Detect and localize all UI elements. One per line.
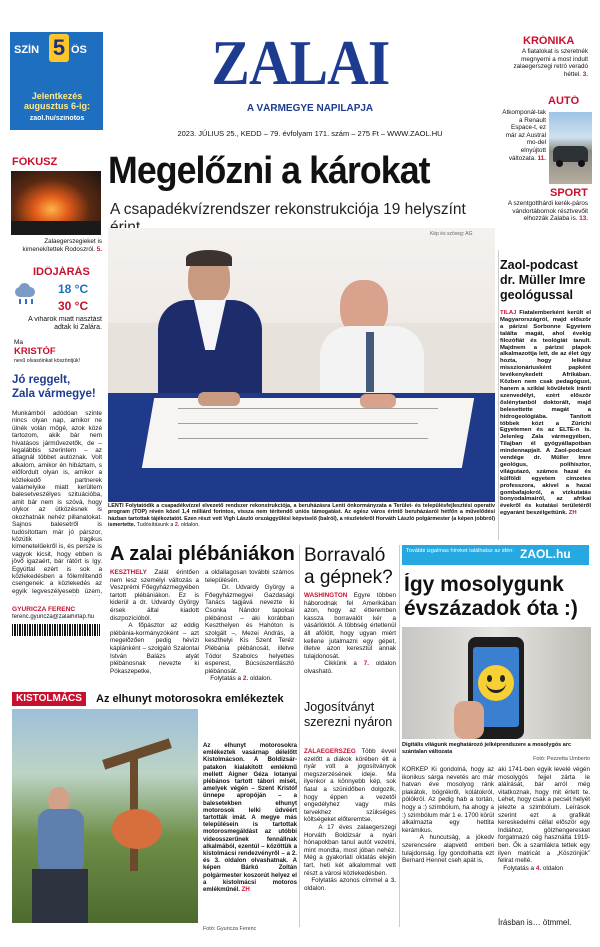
podcast-body: Fiatalemberként került el Magyarországról, majd először a párizsi Sorbonne Egyetem találta magát, ahol évekig filozófiát és teológiát tanult. Majdnem a párizsi plapok alkalmazottja lett, de az élet úgy hozta, hogy lelkész misszionáriusként papként tevékenykedett Afrikában. Közben nem csak pedagógust, hanem a sziklai kövületek iránti szenvedélyt, ezért először őslénytanból doktorált, majd belesettette magát a hidrogeológiába. Tanított többek közt a Zürichi Egyetemen és az ELTE-n is. Jelenleg Zala vármegyében, Tilajban él gyógyállapotban mindennapjait. A Zaol-podcast vendége dr. Müller Imre geológus, polihisztor, világutazó, számos hazai és külföldi egyetem címzetes professzora, akivel a hazai gombafajokról, a vízkutatás bonyodalmairól, az afrikai évekről és kutatási területéről egyaránt beszélgettünk. (500, 310, 591, 517)
greeting-title1: Jó reggelt, (12, 374, 71, 386)
kronika-page: 3. (582, 70, 588, 78)
kistolmacs-photo (12, 709, 198, 923)
plebania-col1-text: Zalát érintően nem lesz személyi változás a Veszprémi Főegyházmegyében tartott plébániákon. Ez is kiderül a dr. Udvardy György érsek által kiadott diszpozícióból. (110, 569, 199, 622)
borravalo-text (304, 592, 396, 692)
sport-body: A szentgotthárdi kerék-páros vándortábornok résztvevőit elhozzák Zalaba is. (507, 200, 588, 223)
jogositvany-title (304, 700, 396, 730)
weather-low: 18 °C (58, 282, 89, 296)
kistolmacs-title: Az elhunyt motorosokra emlékeztek (96, 693, 284, 705)
promo-line2: augusztus 6-ig: (23, 101, 90, 111)
jogositvany-city: ZALAEGERSZEG (304, 748, 356, 755)
lead-headline: Megelőzni a károkat (108, 150, 430, 192)
borravalo-cont: Cikkünk a (324, 660, 357, 668)
masthead-dateline: 2023. JÚLIUS 25., KEDD – 79. évfolyam 171. szám – 275 Ft – WWW.ZAOL.HU (177, 129, 443, 138)
plebania-col1b-text: A főpásztor az eddig plébánia-kormányzóként – azt megelőzően pedig hévízi káplánként – szolgáló Szalontai István Balázs atyát plébánosnak nevezte ki Pókaszepetke, (110, 622, 199, 675)
nameday-name: KRISTÓF (14, 346, 56, 357)
jogositvany-title-text: Jogosítványt szerezni nyáron (304, 700, 393, 729)
mosoly-cont-end: oldalon (542, 864, 564, 872)
mosoly-page: 4. (535, 864, 542, 872)
weather-high: 30 °C (58, 299, 89, 313)
sport-text (500, 200, 588, 223)
lead-page: 2. (174, 521, 180, 528)
podcast-sig: ZH (568, 510, 577, 517)
mosoly-extra-text: Írásban is… (498, 918, 541, 927)
mosoly-photo-credit: Fotó: Pezzetta Umberto (533, 756, 590, 762)
zaol-banner-text: További izgalmas híreket találhatsz az idén: (406, 548, 514, 554)
kronika-label: KRÓNIKA (523, 35, 575, 47)
cloud-rain-icon (12, 282, 38, 306)
plebania-col2 (205, 569, 294, 689)
fire-photo (11, 171, 101, 235)
kistolmacs-body: Az elhunyt motorosokra emlékeztek vasárnap délelőtt Kistolmácson. A Boldizsár-patakon kialakított emlékmű mellett Aigner Géza lotanyai plébános tartott tábori misét, amelyek végén – Szent Kristóf ünnepe apropóján – a balesetekben elhunyt motorosok lelki üdvéért tartották imát. A megye más településein is tartottak motorosmegáldást az utóbbi videosszerűnek fennállnak alkalmából, ezentúl – közöttük a kistolmácsi rendezvényről – a 2. és 3. oldalon olvashatnak. A képen Bárkó Zoltán polgármester koszorút helyez el a kistolmácsi motoros emlékműnél. (203, 742, 297, 894)
kronika-text (500, 48, 588, 78)
mosoly-title: Így mosolygunk évszázadok óta :) (404, 573, 578, 620)
plebania-cont: Folytatás a (210, 675, 242, 683)
column-email[interactable]: ferenc.gyuricza@zalaihirlap.hu (12, 614, 95, 620)
borravalo-body: Egyre többen háborodnak fel Amerikában azon, hogy az étteremben kassza borravalót kér a vásárlóktól. A többség értetlenül áll afölött, hogy ugyan miért kellene jutalmazni egy gépet, illetve azon keresztül annak tulajdonosát. (304, 592, 396, 660)
plebania-cont-end: oldalon. (249, 675, 272, 683)
kronika-body: A fiatalokat is szeretnék megnyerni a most indult zalaegerszegi retró veradó héttel. (513, 48, 588, 78)
kistolmacs-text (203, 742, 297, 912)
lead-cont-end: oldalon. (180, 521, 200, 528)
jogositvany-cont-end: oldalon. (304, 884, 327, 892)
barcode (12, 624, 100, 636)
auto-label: AUTÓ (548, 95, 580, 107)
plebania-col2-text: a oldallagosan további számos településén. (205, 569, 294, 584)
weather-text: A viharok miatt riasztást adtak ki Zalára. (28, 316, 102, 331)
nameday-text: nevű olvasóinkat köszöntjük! (14, 358, 81, 364)
jogositvany-cont: Folytatás azonos címmel a (311, 877, 389, 885)
podcast-title: Zaol-podcast dr. Müller Imre geológussal (500, 258, 586, 302)
auto-text (500, 109, 546, 162)
promo-url[interactable]: zaol.hu/szinotos (29, 115, 85, 122)
mosoly-extra (498, 918, 590, 927)
sport-page: 13. (579, 215, 588, 223)
plebania-city: KESZTHELY (110, 569, 147, 576)
divider-vertical-1 (299, 545, 300, 927)
jogositvany-page: 3. (390, 877, 396, 885)
mosoly-col1b-text: A huncutság, a jókedv szerencsére alapvető emberi tulajdonság. Így gondolhatta ezt Bernard Hennet cseh apát is, (402, 834, 494, 865)
jogositvany-body2: A 17 éves zalaegerszegi Horváth Boldizsár a nyári hónapokban tanul autót vezetni, mint mondta, most jóban nehéz. Még a gyakorlati oktatás elején tart, heti két alkalommal vett részt a városi közlekedésben. (304, 823, 396, 877)
mosoly-cont: Folytatás a (503, 864, 535, 872)
lead-photo-credit: Kép és szöveg: AG (430, 231, 473, 237)
plebania-page: 2. (242, 675, 249, 683)
car-photo (549, 112, 592, 184)
kistolmacs-photo-credit: Fotó: Gyuricza Ferenc (203, 926, 257, 932)
divider-vertical-2 (399, 545, 400, 927)
zaol-logo[interactable]: ZAOL.hu (520, 547, 571, 561)
weather-label: IDŐJÁRÁS (33, 266, 90, 278)
column-text: Munkámból adódóan szinte nincs olyan nap, amikor ne ülnék volán mögé, azok közé tartozom, akik bár nem hivatásos járművezetők, de – legalábbis szerintem – az átlagnál többet autóznak. Volt alkalom, amikor én hibáztam, s előfordult olyan is, amikor a közlekedő partnerek valamelyike miatt kerültem balesetveszélyes szituációba, amit bár nem is szóvá, hogy olykor az ütközésnek is okozhatnák nehéz pillanatokat. Sajnos balesetről is tudósítottam már jó párszor, közútik tragikus kimenetelűekről is, és persze is vagyok kicsit, hogy ebben is jövő igazaért, bár rátört is így. Egyúttal ezért is sok a közlekedésben a fölemlítendő csengenek: a közlekedés az egyik legveszélyesebb üzem, (12, 410, 102, 595)
greeting-title2: Zala vármegye! (12, 388, 96, 400)
column-author: GYURICZA FERENC (12, 606, 76, 613)
plebania-col2b-text: Dr. Udvardy György a Főegyházmegyei Gazdasági Tanács tagjává nevezte ki Csonka Nándor tapolcai plébánost – aki korábban Keszthelyen és Hahóton is szolgált –, Mezei András, a keszthelyi Kis Szent Teréz Plébánia plébánosát, illetve Tódor Szabolcs helyettes esperest, Búcsúszentlászló plébánosát. (205, 584, 294, 675)
fokusz-label: FÓKUSZ (12, 156, 58, 168)
lead-subhead: A csapadékvízrendszer rekonstrukciója 19 helyszínt (110, 201, 466, 218)
podcast-city: TILAJ (500, 310, 517, 316)
plebania-title: A zalai plébániákon (110, 543, 295, 565)
jogositvany-body: Több évvel ezelőtt a diákok körében élt a nyár volt a jogosítványok megszerzésének ideje. Ma ilyenkor a könnyebb kép, sok fiatal a szünidőben dolgozik, hogy éppen a vezetői engedélyhez vagy más tervekhez szükséges költségeket előteremtse. (304, 748, 396, 824)
fokusz-text (12, 238, 102, 253)
divider-vertical-3 (498, 250, 499, 540)
borravalo-page: 7. (363, 660, 369, 668)
nameday-ma: Ma (14, 339, 24, 346)
promo-szin: SZÍN (14, 44, 40, 56)
mosoly-col1-text: KÖRKÉP Ki gondolná, hogy az ikonikus sárga nevetés arc már hatvan éve mosolyog ránk plakátok, bögrékről, kólátokról, pólókról. Az pedig hab a tortán, hogy a :) szimbólum, ha ahogy a :) szimbólum már 1 e. 1700 körül alkalmazta egy hettita kerámikus. (402, 766, 494, 834)
lead-photo (108, 228, 495, 502)
lead-caption-text: LENTI Folytatódik a csapadékvízzel elvezető rendszer rekonstrukciója, a beruházásra Lenti önkormányzata a Terület- és településfejlesztési operatív program (TOP) révén közel 1,4 milliárd forintos, vissza nem térítendő uniós támogatást. Az egész város érintő beruházásról hétfőn a művelődési házban tartottak tájékoztatót. Ezen részt vett Vigh László országgyűlési képviselő (balról), a részletekről Horváth László polgármester (a képen jobbról) ismertette. (108, 503, 495, 528)
auto-page: 11. (537, 154, 546, 162)
plebania-col1 (110, 569, 199, 689)
mosoly-photo (402, 627, 591, 739)
smiley-icon (478, 665, 514, 701)
kistolmacs-label: KISTOLMÁCS (12, 692, 86, 706)
mosoly-extra2-text: ötmmel. (542, 918, 572, 927)
lead-cont: Tudósításunk a (136, 521, 174, 528)
jogositvany-text (304, 748, 396, 916)
borravalo-cont-end: oldalon olvasható. (304, 660, 396, 675)
borravalo-city: WASHINGTON (304, 592, 348, 599)
podcast-text (500, 310, 591, 542)
auto-body: Átkomponál-tak a Renault Espace-t, ez már az Austral mo-del elnyújtott változata. (502, 109, 546, 162)
masthead-title: ZALAI (211, 28, 390, 98)
kistolmacs-sig: ZH (241, 886, 250, 894)
borravalo-title (304, 545, 396, 589)
fokusz-page: 5. (96, 245, 102, 253)
promo-five: 5 (49, 34, 69, 62)
promo-line1: Jelentkezés (31, 91, 83, 101)
sport-label: SPORT (550, 187, 588, 199)
promo-os: ÖS (71, 44, 87, 56)
mosoly-caption: Digitális világunk meghatározó jelképrendszere a mosolygós arc szántalan változata (402, 742, 572, 755)
borravalo-title-text: Borravaló a gépnek? (304, 545, 393, 588)
mosoly-col1 (402, 766, 494, 918)
mosoly-col2-text: aki 1741-ben egyik levelé végén mosolygós fejjel zárta le aláírását, bár arról még vitatkoznak, hogy mit értett te. Lehet, hogy csak a pecsét helyét jelezte a szimbólum. Leírások szerint ezt a grafikát kereskedelmi céllal először egy Indiához, gölzhengeresket forgalmazó cég használta 1919-ben. Ők a szamlákra tettek egy ilyen matricát a „Köszönjük” felirat mellé. (498, 766, 590, 865)
masthead-subtitle: A VÁRMEGYE NAPILAPJA (246, 103, 374, 114)
fokusz-body: Zalaegerszegieket is kimenekítettek Rodoszról. (22, 238, 102, 253)
mosoly-col2 (498, 766, 590, 918)
